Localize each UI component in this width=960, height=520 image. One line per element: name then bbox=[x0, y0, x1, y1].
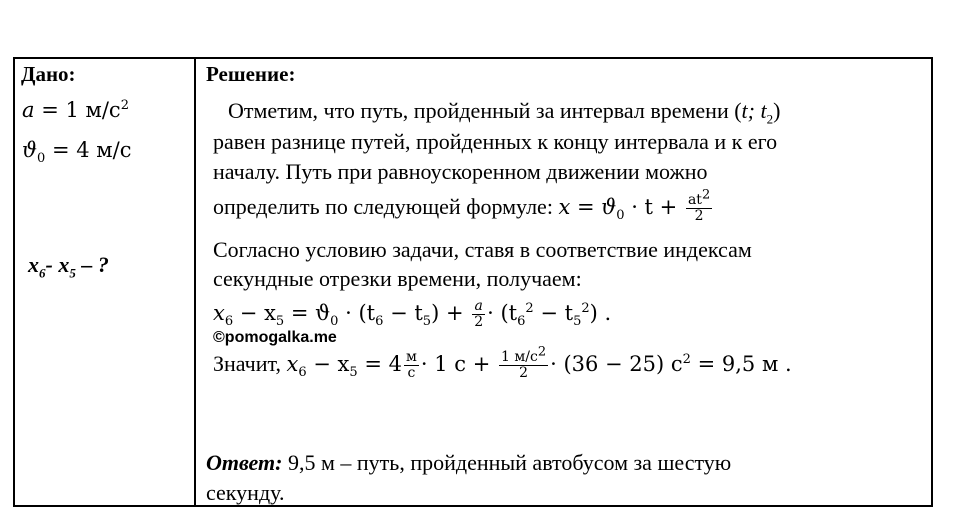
solution-header: Решение: bbox=[206, 62, 296, 86]
solution-line-1: Отметим, что путь, пройденный за интервал времени (t; $t_2$) bbox=[228, 98, 781, 127]
formula-fraction: $\frac{at^2}{2}$ bbox=[687, 187, 711, 224]
answer-label: Ответ: bbox=[206, 450, 283, 475]
formula-result: Значит, $x_6 - x_5 = 4$ $\frac{м}{с}$ · 1 с + $\frac{1 м/с^2}{2}$ · (36 − 25) $с^2 = 9,5$ м . bbox=[213, 344, 792, 381]
solution-line-6: секундные отрезки времени, получаем: bbox=[213, 266, 582, 291]
given-header: Дано: bbox=[21, 62, 76, 86]
answer-line-2: секунду. bbox=[206, 480, 285, 505]
formula-difference: $x_6 - x_5 = ϑ_0 \cdot (t_6 - t_5)$ + $\frac{a}{2}$ · $(t_6^2 - t_5^2)$ . bbox=[213, 298, 612, 330]
given-find: $x_6-$ $x_5$ – ? bbox=[28, 252, 109, 281]
answer-line-1: Ответ: 9,5 м – путь, пройденный автобусом за шестую bbox=[206, 450, 732, 475]
given-acceleration: a = 1 $м/с^2$ bbox=[22, 98, 129, 122]
solution-line-4: определить по следующей формуле: $x = ϑ_0 \cdot t$ + $\frac{at^2}{2}$ bbox=[213, 193, 714, 224]
column-divider bbox=[194, 57, 196, 507]
formula-distance: $x = ϑ_0 \cdot t$ + $\frac{at^2}{2}$ bbox=[558, 187, 711, 224]
solution-line-3: началу. Путь при равноускоренном движении можно bbox=[213, 159, 708, 184]
solution-line-2: равен разнице путей, пройденных к концу интервала и к его bbox=[213, 129, 778, 154]
watermark: ©pomogalka.me bbox=[213, 329, 337, 346]
given-initial-velocity: $ϑ_0 = 4$ м/с bbox=[22, 138, 132, 167]
solution-line-5: Согласно условию задачи, ставя в соответствие индексам bbox=[213, 237, 752, 262]
